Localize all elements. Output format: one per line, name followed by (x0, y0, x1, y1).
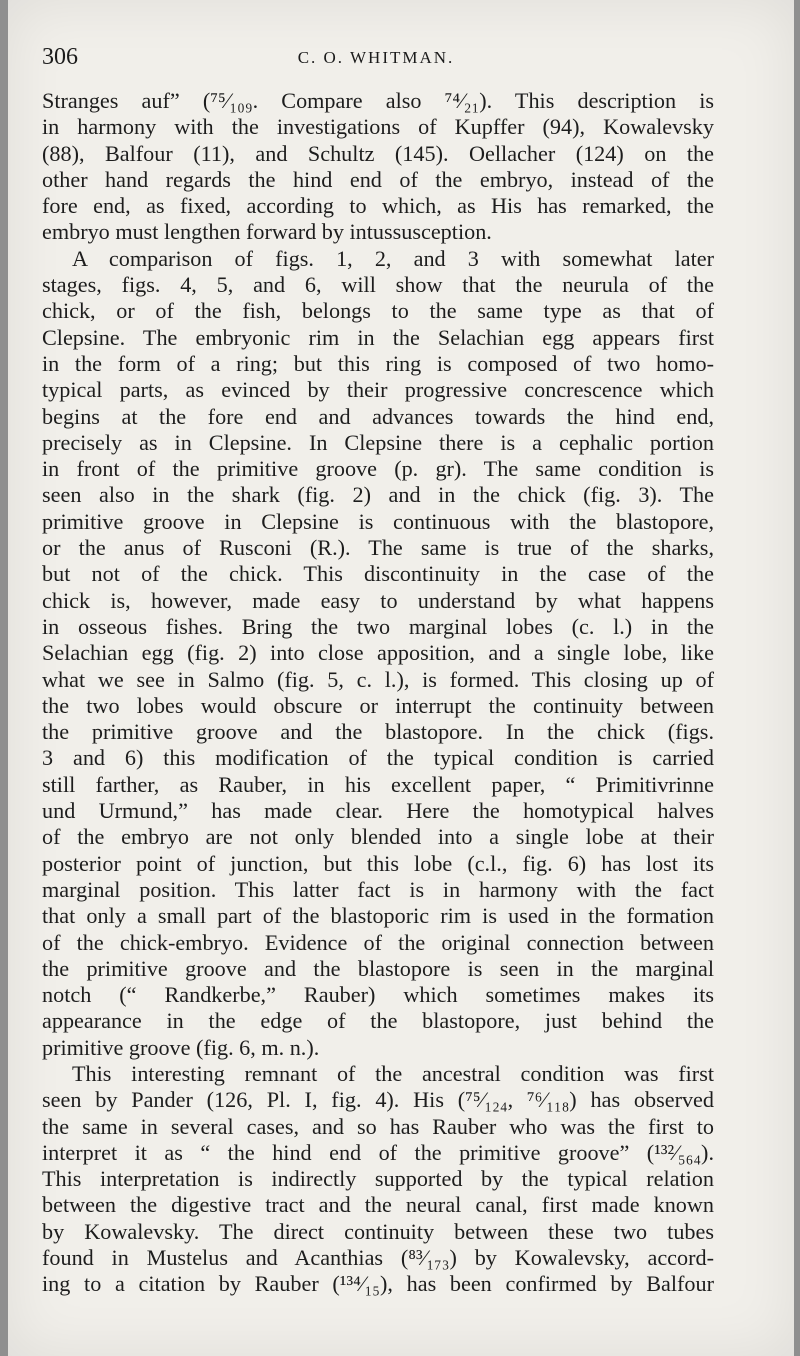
text-line: stages, figs. 4, 5, and 6, will show that the neurula of the (42, 272, 714, 298)
text-line: or the anus of Rusconi (R.). The same is true of the sharks, (42, 535, 714, 561)
text-line: the two lobes would obscure or interrupt the continuity between (42, 692, 714, 718)
running-head: C. O. WHITMAN. (297, 48, 455, 67)
text-line: between the digestive tract and the neural canal, first made known (42, 1192, 714, 1218)
text-line: but not of the chick. This discontinuity in the case of the (42, 561, 714, 587)
text-line: still farther, as Rauber, in his excellent paper, “ Primitivrinne (42, 771, 714, 797)
paragraph (42, 1061, 714, 1298)
text-line: typical parts, as evinced by their progressive concrescence which (42, 377, 714, 403)
text-line: that only a small part of the blastoporic rim is used in the formation (42, 903, 714, 929)
text-line: und Urmund,” has made clear. Here the homotypical halves (42, 798, 714, 824)
paragraph (42, 246, 714, 1061)
text-line: in the form of a ring; but this ring is composed of two homo- (42, 350, 714, 376)
text-line: the primitive groove and the blastopore is seen in the marginal (42, 955, 714, 981)
text-line: in front of the primitive groove (p. gr). The same condition is (42, 456, 714, 482)
text-line: begins at the fore end and advances towards the hind end, (42, 403, 714, 429)
text-line: in harmony with the investigations of Kupffer (94), Kowalevsky (42, 114, 714, 140)
text-line: what we see in Salmo (fig. 5, c. l.), is formed. This closing up of (42, 666, 714, 692)
text-line: fore end, as fixed, according to which, as His has remarked, the (42, 193, 714, 219)
text-line: of the embryo are not only blended into a single lobe at their (42, 824, 714, 850)
text-line: posterior point of junction, but this lobe (c.l., fig. 6) has lost its (42, 850, 714, 876)
page-header (36, 40, 716, 74)
text-line: Clepsine. The embryonic rim in the Selachian egg appears first (42, 324, 714, 350)
text-line: appearance in the edge of the blastopore, just behind the (42, 1008, 714, 1034)
text-line: marginal position. This latter fact is in harmony with the fact (42, 876, 714, 902)
text-line: This interesting remnant of the ancestral condition was first (72, 1060, 714, 1086)
text-line: seen also in the shark (fig. 2) and in the chick (fig. 3). The (42, 482, 714, 508)
paragraph (42, 88, 714, 246)
text-line: in osseous fishes. Bring the two marginal lobes (c. l.) in the (42, 613, 714, 639)
body-text (42, 88, 714, 1298)
text-line: primitive groove in Clepsine is continuous with the blastopore, (42, 508, 714, 534)
text-line: interpret it as “ the hind end of the primitive groove” (¹³²⁄₅₆₄). (42, 1139, 714, 1165)
page-number: 306 (42, 44, 78, 70)
book-page (8, 0, 794, 1356)
text-line: the primitive groove and the blastopore. In the chick (figs. (42, 719, 714, 745)
text-line: by Kowalevsky. The direct continuity between these two tubes (42, 1218, 714, 1244)
text-line: chick, or of the fish, belongs to the same type as that of (42, 298, 714, 324)
text-line: seen by Pander (126, Pl. I, fig. 4). His (⁷⁵⁄₁₂₄, ⁷⁶⁄₁₁₈) has observed (42, 1087, 714, 1113)
text-line: found in Mustelus and Acanthias (⁸³⁄₁₇₃) by Kowalevsky, accord- (42, 1245, 714, 1271)
text-line: the same in several cases, and so has Rauber who was the first to (42, 1113, 714, 1139)
text-line: A comparison of figs. 1, 2, and 3 with somewhat later (72, 245, 714, 271)
text-line: precisely as in Clepsine. In Clepsine there is a cephalic portion (42, 429, 714, 455)
text-line: (88), Balfour (11), and Schultz (145). Oellacher (124) on the (42, 140, 714, 166)
text-line: 3 and 6) this modification of the typical condition is carried (42, 745, 714, 771)
text-line: ing to a citation by Rauber (¹³⁴⁄₁₅), has been confirmed by Balfour (42, 1271, 714, 1297)
text-line: chick is, however, made easy to understand by what happens (42, 587, 714, 613)
text-line: This interpretation is indirectly supported by the typical relation (42, 1166, 714, 1192)
text-line: notch (“ Randkerbe,” Rauber) which sometimes makes its (42, 982, 714, 1008)
text-line: primitive groove (fig. 6, m. n.). (42, 1034, 320, 1060)
text-line: Selachian egg (fig. 2) into close apposition, and a single lobe, like (42, 640, 714, 666)
text-line: embryo must lengthen forward by intussusception. (42, 219, 492, 245)
text-line: Stranges auf” (⁷⁵⁄₁₀₉. Compare also ⁷⁴⁄₂₁). This description is (42, 88, 714, 113)
text-line: other hand regards the hind end of the embryo, instead of the (42, 166, 714, 192)
text-line: of the chick-embryo. Evidence of the original connection between (42, 929, 714, 955)
